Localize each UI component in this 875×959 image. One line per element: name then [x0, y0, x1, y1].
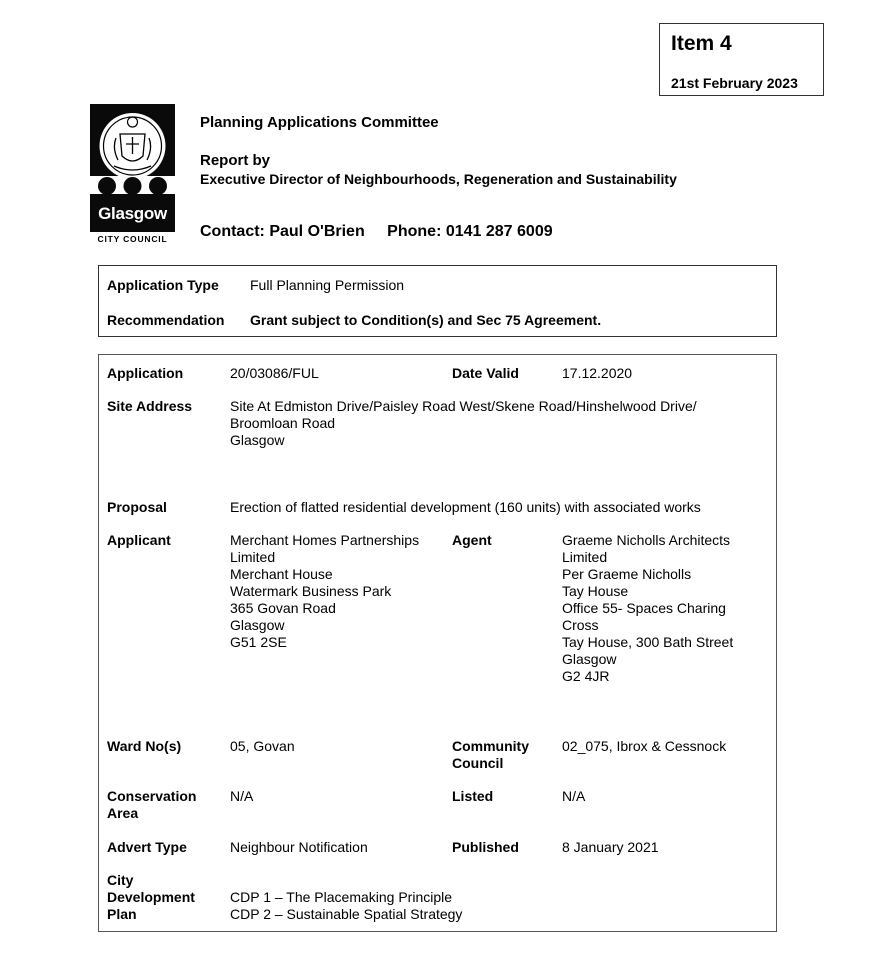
agent-label: Agent [452, 532, 492, 548]
date-valid-value: 17.12.2020 [562, 365, 633, 381]
agent-line: Graeme Nicholls Architects [562, 532, 731, 548]
city-development-plan-value [230, 889, 462, 923]
site-address-label: Site Address [107, 398, 193, 414]
agent-line: Glasgow [562, 651, 617, 667]
applicant-line: Merchant Homes Partnerships [230, 532, 420, 548]
advert-type-label: Advert Type [107, 839, 187, 855]
ward-value: 05, Govan [230, 738, 295, 754]
site-address-value [230, 398, 697, 449]
site-address-line: Broomloan Road [230, 415, 336, 431]
logo-title: Glasgow [98, 204, 167, 223]
site-address-line: Glasgow [230, 432, 285, 448]
agent-line: Tay House, 300 Bath Street [562, 634, 734, 650]
label-line: Community [452, 738, 529, 754]
published-label: Published [452, 839, 519, 855]
application-type-value: Full Planning Permission [250, 277, 405, 293]
summary-box [98, 265, 777, 337]
proposal-label: Proposal [107, 499, 167, 515]
label-line: Development [107, 889, 195, 905]
conservation-area-label [107, 788, 196, 822]
applicant-line: Watermark Business Park [230, 583, 392, 599]
applicant-line: G51 2SE [230, 634, 287, 650]
committee-title: Planning Applications Committee [200, 114, 439, 131]
applicant-line: Glasgow [230, 617, 285, 633]
application-value: 20/03086/FUL [230, 365, 319, 381]
community-council-value: 02_075, Ibrox & Cessnock [562, 738, 727, 754]
conservation-area-value: N/A [230, 788, 254, 804]
community-council-label [452, 738, 529, 772]
label-line: Conservation [107, 788, 197, 804]
site-address-line: Site At Edmiston Drive/Paisley Road West/Skene Road/Hinshelwood Drive/ [230, 398, 697, 414]
label-line: Plan [107, 906, 137, 922]
applicant-line: Limited [230, 549, 276, 565]
cdp-line: CDP 2 – Sustainable Spatial Strategy [230, 906, 463, 922]
label-line: City [107, 872, 134, 888]
agent-line: G2 4JR [562, 668, 610, 684]
glasgow-city-council-logo [90, 104, 175, 247]
label-line: Council [452, 755, 504, 771]
report-by-label: Report by [200, 152, 271, 169]
label-line: Area [107, 805, 139, 821]
logo-subtitle: CITY COUNCIL [97, 234, 168, 244]
proposal-value: Erection of flatted residential development (160 units) with associated works [230, 499, 701, 515]
application-label: Application [107, 365, 184, 381]
agent-line: Per Graeme Nicholls [562, 566, 692, 582]
agent-line: Limited [562, 549, 608, 565]
applicant-label: Applicant [107, 532, 171, 548]
contact-name: Contact: Paul O'Brien [200, 223, 365, 240]
agent-value [562, 532, 733, 685]
application-type-label: Application Type [107, 277, 219, 293]
item-title: Item 4 [671, 32, 732, 55]
advert-type-value: Neighbour Notification [230, 839, 368, 855]
published-value: 8 January 2021 [562, 839, 659, 855]
director-name: Executive Director of Neighbourhoods, Regeneration and Sustainability [200, 171, 677, 187]
cdp-line: CDP 1 – The Placemaking Principle [230, 889, 453, 905]
city-development-plan-label [107, 872, 195, 923]
item-box [659, 23, 824, 96]
recommendation-label: Recommendation [107, 312, 225, 328]
listed-value: N/A [562, 788, 586, 804]
ward-label: Ward No(s) [107, 738, 182, 754]
applicant-value [230, 532, 419, 651]
date-valid-label: Date Valid [452, 365, 519, 381]
item-date: 21st February 2023 [671, 75, 798, 91]
listed-label: Listed [452, 788, 494, 804]
recommendation-value: Grant subject to Condition(s) and Sec 75 Agreement. [250, 312, 602, 328]
agent-line: Office 55- Spaces Charing [562, 600, 726, 616]
applicant-line: Merchant House [230, 566, 333, 582]
applicant-line: 365 Govan Road [230, 600, 336, 616]
agent-line: Cross [562, 617, 599, 633]
agent-line: Tay House [562, 583, 629, 599]
contact-phone: Phone: 0141 287 6009 [387, 223, 553, 240]
contact-line [200, 223, 553, 241]
coat-of-arms-icon [90, 104, 175, 204]
details-box [98, 354, 777, 932]
